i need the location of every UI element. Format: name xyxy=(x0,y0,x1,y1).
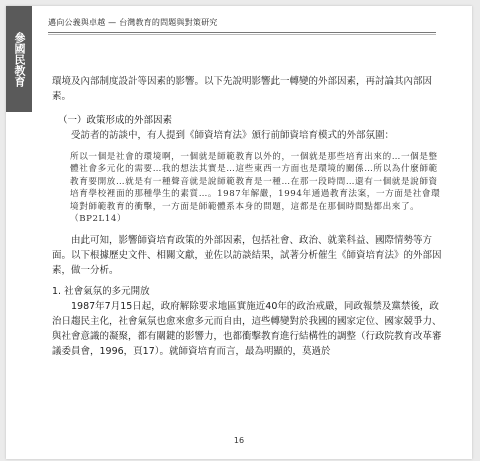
running-header-title: 邁向公義與卓越 — 台灣教育的問題與對策研究 xyxy=(48,18,218,27)
intro-paragraph: 環境及內部制度設計等因素的影響。以下先說明影響此一轉變的外部因素，再討論其內部因素。 xyxy=(52,76,433,102)
page-body xyxy=(52,74,442,359)
quote-intro-paragraph: 受訪者的訪談中，有人提到《師資培育法》頒行前師資培育模式的外部氛圍： xyxy=(71,130,395,141)
running-header xyxy=(48,17,436,28)
page-number-label: 16 xyxy=(233,436,245,445)
subsection-heading: 1. 社會氣氛的多元開放 xyxy=(52,286,150,298)
header-rule-secondary xyxy=(48,34,436,35)
section-heading: （一）政策形成的外部因素 xyxy=(58,115,173,126)
analysis-paragraph: 由此可知，影響師資培育政策的外部因素，包括社會、政治、就業科益、國際情勢等方面。以下根據歷史文件、相關文獻，並佐以訪談結果，試著分析催生《師資培育法》的外部因素，做一分析。 xyxy=(52,235,442,277)
chapter-side-tab xyxy=(6,6,32,112)
page-number xyxy=(6,436,472,445)
interview-quote: 所以一個是社會的環境啊，一個就是師範教育以外的，一個就是那些培育出來的…一個是整體社會多元化的需要…我的想法其實是…這些東西一方面也是環境的關係…所以為什麼師範教育要開放…就是有一種聲音就是說師範教育是一種…在那一段時間…還有一個就是說師資培育學校裡面的那種學生的素質…。1987年解嚴，1994年通過教育法案，一方面是社會環境對師範教育的衝擊，一方面是師範體系本身的問題，這都是在那個時間點都出來了。（BP2L14） xyxy=(70,152,441,225)
final-paragraph: 1987年7月15日起，政府解除要求地區實施近40年的政治戒嚴，同政報禁及黨禁後，政治日趨民主化，社會氣氛也愈來愈多元而自由，這些轉變對於我國的國家定位、國家競爭力、與社會意識的凝聚，都有關鍵的影響力，也都衝擊教育進行結構性的調整（行政院教育改革審議委員會，1996，頁17）。就師資培育而言，最為明顯的，莫過於 xyxy=(52,301,442,358)
header-rule xyxy=(48,32,436,33)
document-page xyxy=(6,6,472,459)
chapter-side-tab-label: 參國民教育 xyxy=(13,31,26,87)
